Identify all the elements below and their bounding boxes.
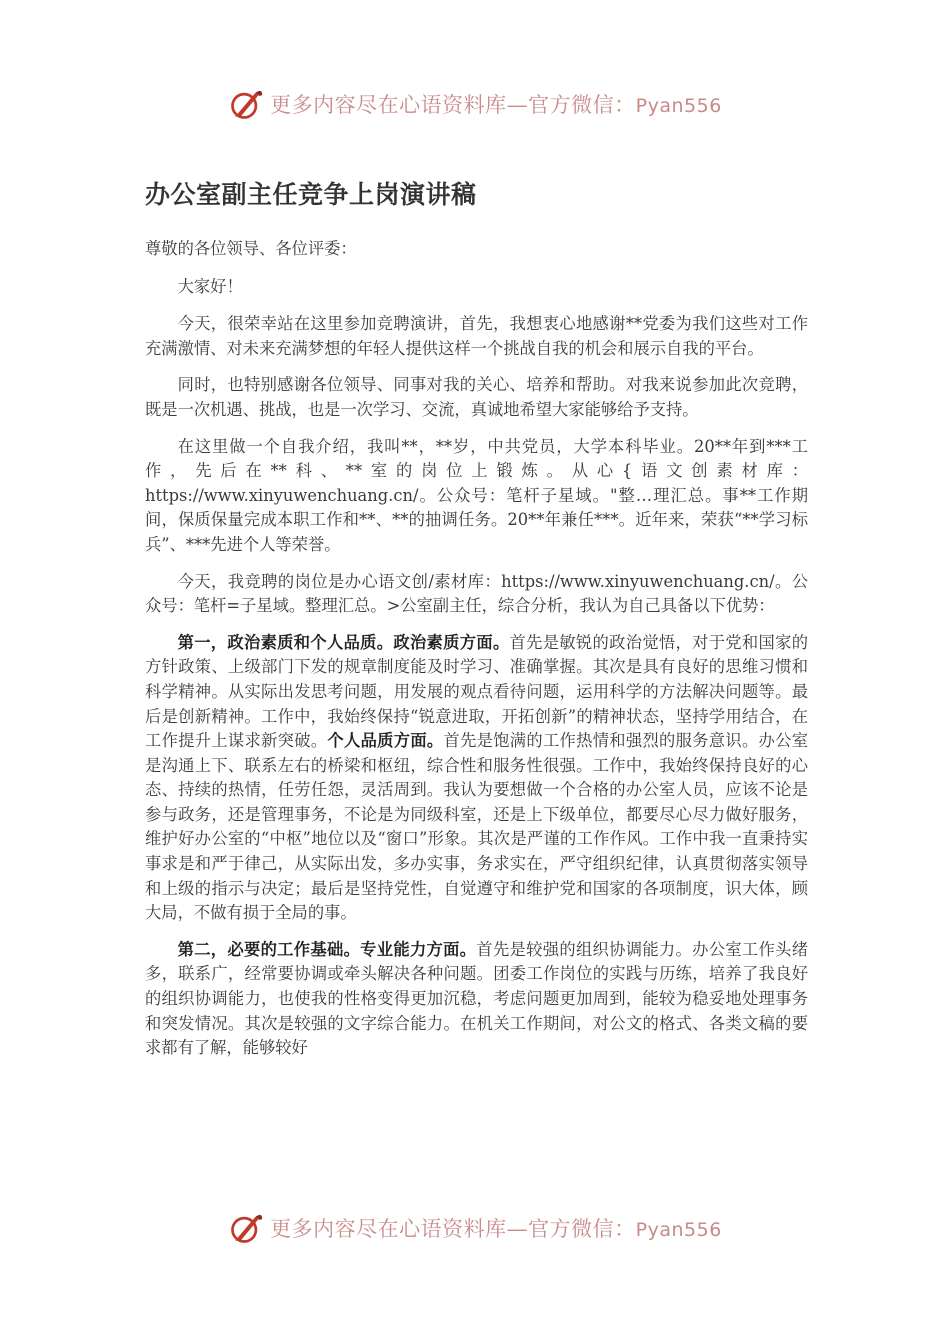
paragraph-3: 在这里做一个自我介绍，我叫**，**岁，中共党员，大学本科毕业。20**年到***工作，先后在**科、**室的岗位上锻炼。从心{语文创素材库：https://www.xinyuwenchuang.cn/。公众号：笔杆子星域。"整…理汇总。事**工作期间，保质保量完成本职工作和**、**的抽调任务。20**年兼任***。近年来，荣获“**学习标兵”、***先进个人等荣誉。 [145, 436, 808, 554]
greeting: 大家好！ [177, 276, 243, 296]
paragraph-6-heading-1: 第二，必要的工作基础。专业能力方面。 [177, 939, 477, 959]
paragraph-2: 同时，也特别感谢各位领导、同事对我的关心、培养和帮助。对我来说参加此次竞聘，既是一次机遇、挑战，也是一次学习、交流，真诚地希望大家能够给予支持。 [145, 375, 808, 419]
banner-wechat-id: Pyan556 [635, 95, 722, 117]
banner-slogan: 更多内容尽在心语资料库—官方微信： [270, 93, 636, 117]
quill-logo-icon [228, 1210, 264, 1246]
footer-banner [0, 1206, 950, 1250]
header-banner [0, 82, 950, 126]
paragraph-4: 今天，我竞聘的岗位是办心语文创/素材库：https://www.xinyuwenchuang.cn/。公众号：笔杆=子星域。整理汇总。>公室副主任，综合分析，我认为自己具备以下优势： [145, 571, 808, 616]
document-title: 办公室副主任竞争上岗演讲稿 [145, 180, 477, 209]
paragraph-1: 今天，很荣幸站在这里参加竞聘演讲，首先，我想衷心地感谢**党委为我们这些对工作充满激情、对未来充满梦想的年轻人提供这样一个挑战自我的机会和展示自我的平台。 [145, 314, 808, 358]
salutation: 尊敬的各位领导、各位评委： [145, 239, 357, 258]
document-body [145, 175, 808, 1073]
paragraph-6 [145, 938, 808, 1061]
banner-wechat-id: Pyan556 [635, 1219, 722, 1241]
banner-text [270, 89, 722, 119]
paragraph-5 [145, 631, 808, 926]
paragraph-5-text-1: 首先是敏锐的政治觉悟，对于党和国家的方针政策、上级部门下发的规章制度能及时学习、准确掌握。其次是具有良好的思维习惯和科学精神。从实际出发思考问题，用发展的观点看待问题，运用科学的方法解决问题等。最后是创新精神。工作中，我始终保持“锐意进取，开拓创新”的精神状态，坚持学用结合，在工作提升上谋求新突破。 [145, 632, 808, 751]
paragraph-6-text-1: 首先是较强的组织协调能力。办公室工作头绪多，联系广，经常要协调或牵头解决各种问题。团委工作岗位的实践与历练，培养了我良好的组织协调能力，也使我的性格变得更加沉稳，考虑问题更加周到，能较为稳妥地处理事务和突发情况。其次是较强的文字综合能力。在机关工作期间，对公文的格式、各类文稿的要求都有了解，能够较好 [145, 939, 808, 1058]
banner-slogan: 更多内容尽在心语资料库—官方微信： [270, 1217, 636, 1241]
paragraph-5-heading-2: 个人品质方面。 [327, 731, 444, 751]
paragraph-5-heading-1: 第一，政治素质和个人品质。政治素质方面。 [177, 632, 510, 652]
banner-text [270, 1213, 722, 1243]
paragraph-5-text-2: 首先是饱满的工作热情和强烈的服务意识。办公室是沟通上下、联系左右的桥梁和枢纽，综合性和服务性很强。工作中，我始终保持良好的心态、持续的热情，任劳任怨，灵活周到。我认为要想做一个合格的办公室人员，应该不论是参与政务，还是管理事务，不论是为同级科室，还是上下级单位，都要尽心尽力做好服务，维护好办公室的“中枢”地位以及“窗口”形象。其次是严谨的工作作风。工作中我一直秉持实事求是和严于律己，从实际出发，多办实事，务求实在，严守组织纪律，认真贯彻落实领导和上级的指示与决定；最后是坚持党性，自觉遵守和维护党和国家的各项制度，识大体，顾大局，不做有损于全局的事。 [145, 731, 808, 923]
quill-logo-icon [228, 86, 264, 122]
